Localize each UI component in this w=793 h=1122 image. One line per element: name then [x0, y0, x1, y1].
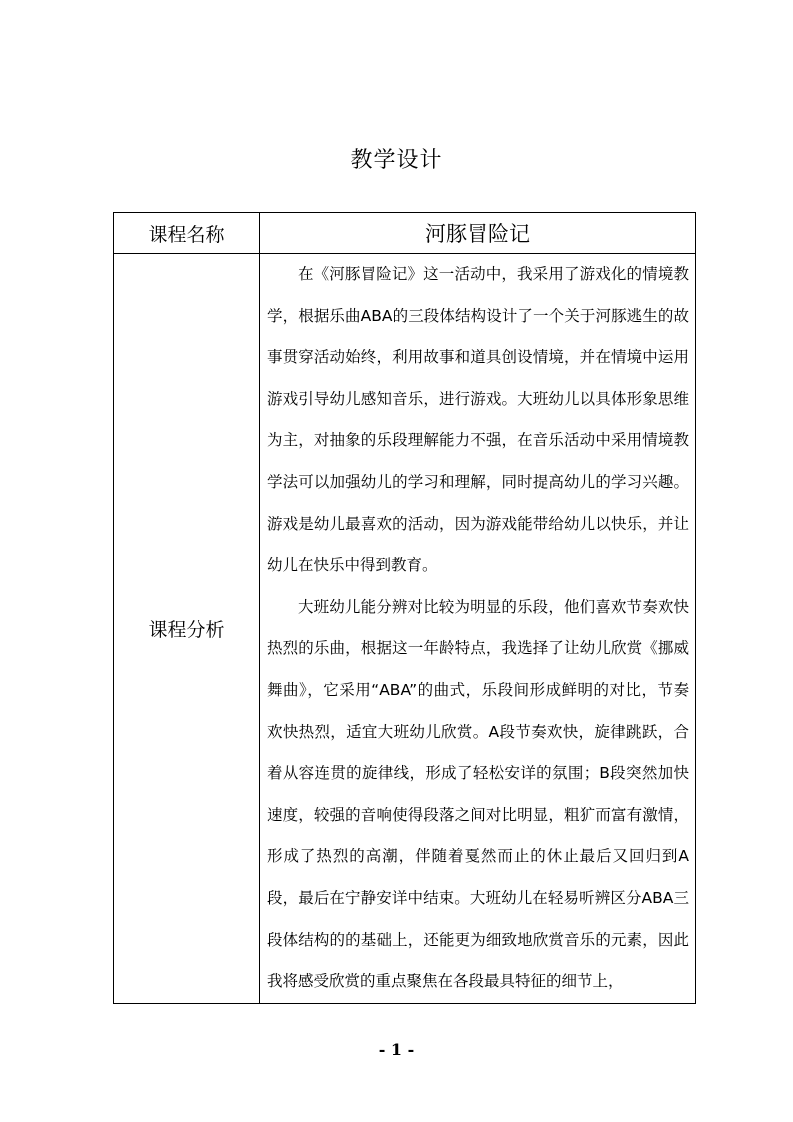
course-name-value: 河豚冒险记	[260, 213, 696, 254]
course-analysis-content	[260, 254, 696, 1004]
analysis-paragraph-2: 大班幼儿能分辨对比较为明显的乐段，他们喜欢节奏欢快热烈的乐曲，根据这一年龄特点，我选择了让幼儿欣赏《挪威舞曲》，它采用“ABA”的曲式，乐段间形成鲜明的对比，节奏欢快热烈，适宜大班幼儿欣赏。A段节奏欢快，旋律跳跃，合着从容连贯的旋律线，形成了轻松安详的氛围；B段突然加快速度，较强的音响使得段落之间对比明显，粗犷而富有激情，形成了热烈的高潮，伴随着戛然而止的休止最后又回归到A段，最后在宁静安详中结束。大班幼儿在轻易听辨区分ABA三段体结构的的基础上，还能更为细致地欣赏音乐的元素，因此我将感受欣赏的重点聚焦在各段最具特征的细节上，	[267, 597, 689, 991]
document-title: 教学设计	[350, 148, 443, 173]
course-name-label: 课程名称	[114, 213, 260, 254]
table-row-course-name	[114, 213, 696, 254]
course-analysis-label: 课程分析	[114, 254, 260, 1004]
lesson-design-table	[113, 212, 696, 1004]
table-row-course-analysis	[114, 254, 696, 1004]
analysis-paragraph-1: 在《河豚冒险记》这一活动中，我采用了游戏化的情境教学，根据乐曲ABA的三段体结构设计了一个关于河豚逃生的故事贯穿活动始终，利用故事和道具创设情境，并在情境中运用游戏引导幼儿感知音乐，进行游戏。大班幼儿以具体形象思维为主，对抽象的乐段理解能力不强，在音乐活动中采用情境教学法可以加强幼儿的学习和理解，同时提高幼儿的学习兴趣。游戏是幼儿最喜欢的活动，因为游戏能带给幼儿以快乐，并让幼儿在快乐中得到教育。	[267, 265, 689, 575]
page-number: - 1 -	[378, 1040, 415, 1059]
